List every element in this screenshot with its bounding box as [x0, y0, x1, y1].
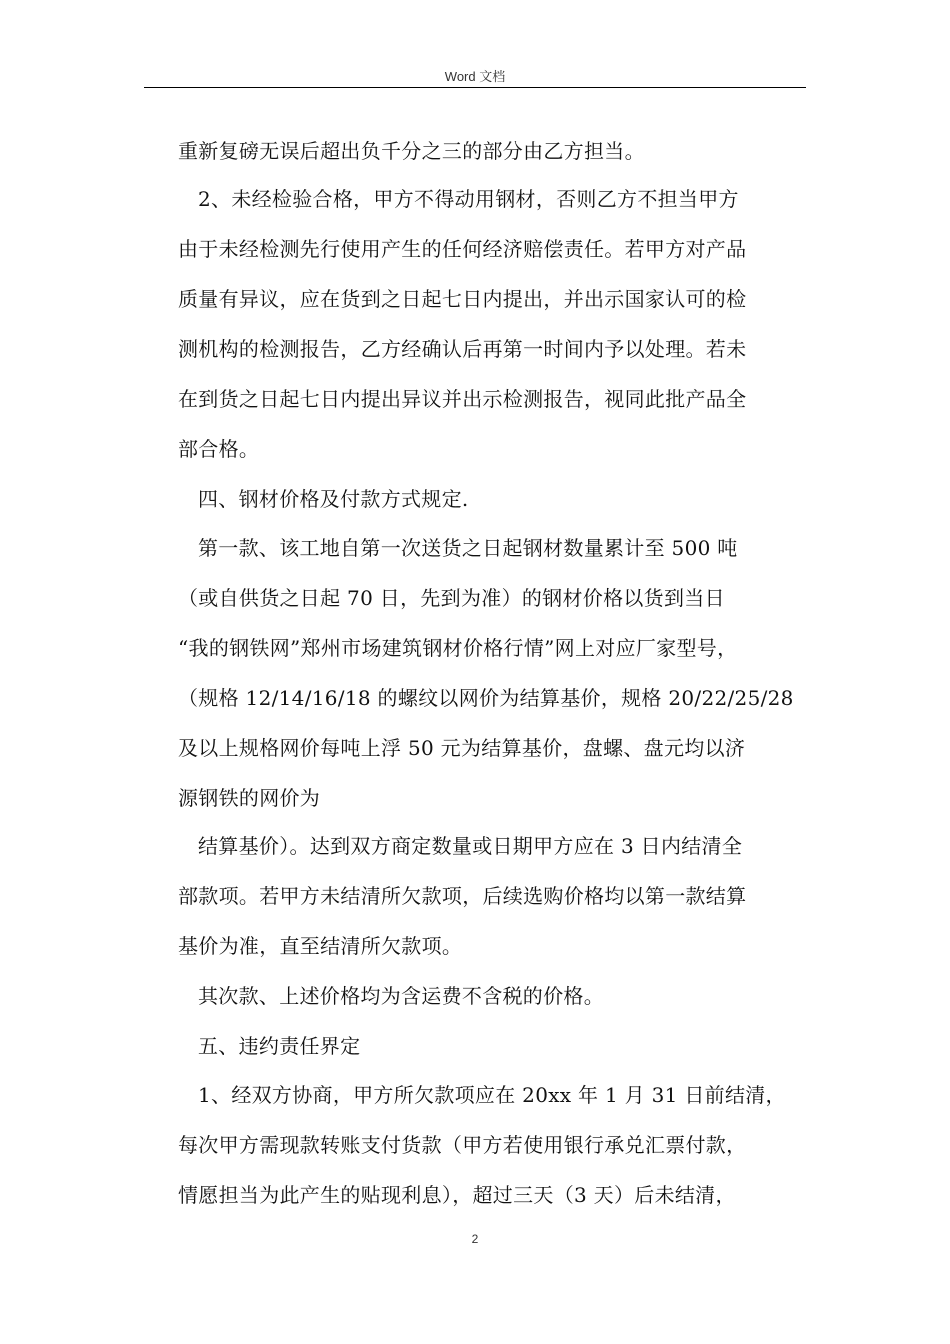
body-line: 测机构的检测报告，乙方经确认后再第一时间内予以处理。若未 — [178, 337, 747, 361]
body-line: 部合格。 — [178, 437, 260, 461]
body-line: “我的钢铁网”郑州市场建筑钢材价格行情”网上对应厂家型号， — [178, 636, 738, 660]
page-number: 2 — [471, 1232, 479, 1246]
body-line: 其次款、上述价格均为含运费不含税的价格。 — [198, 984, 604, 1008]
body-line: 部款项。若甲方未结清所欠款项，后续选购价格均以第一款结算 — [178, 884, 747, 908]
header-divider — [144, 87, 806, 88]
body-line: 在到货之日起七日内提出异议并出示检测报告，视同此批产品全 — [178, 387, 747, 411]
section-heading: 四、钢材价格及付款方式规定. — [198, 487, 469, 511]
body-line: 结算基价）。达到双方商定数量或日期甲方应在 3 日内结清全 — [198, 834, 743, 858]
body-line: 由于未经检测先行使用产生的任何经济赔偿责任。若甲方对产品 — [178, 237, 747, 261]
body-line: （规格 12/14/16/18 的螺纹以网价为结算基价，规格 20/22/25/28 — [178, 686, 794, 710]
body-line: 1、经双方协商，甲方所欠款项应在 20xx 年 1 月 31 日前结清， — [198, 1083, 786, 1107]
body-line: 基价为准，直至结清所欠款项。 — [178, 934, 463, 958]
section-heading: 五、违约责任界定 — [198, 1034, 361, 1058]
body-line: 源钢铁的网价为 — [178, 786, 321, 810]
body-line: 情愿担当为此产生的贴现利息），超过三天（3 天）后未结清， — [178, 1183, 736, 1207]
body-line: 及以上规格网价每吨上浮 50 元为结算基价，盘螺、盘元均以济 — [178, 736, 746, 760]
page-header: Word 文档 — [444, 69, 506, 84]
body-line: 每次甲方需现款转账支付货款（甲方若使用银行承兑汇票付款， — [178, 1133, 747, 1157]
body-line: 第一款、该工地自第一次送货之日起钢材数量累计至 500 吨 — [198, 536, 738, 560]
body-line: 质量有异议，应在货到之日起七日内提出，并出示国家认可的检 — [178, 287, 747, 311]
body-line: 2、未经检验合格，甲方不得动用钢材，否则乙方不担当甲方 — [198, 187, 739, 211]
body-line: 重新复磅无误后超出负千分之三的部分由乙方担当。 — [178, 139, 645, 163]
body-line: （或自供货之日起 70 日，先到为准）的钢材价格以货到当日 — [178, 586, 725, 610]
